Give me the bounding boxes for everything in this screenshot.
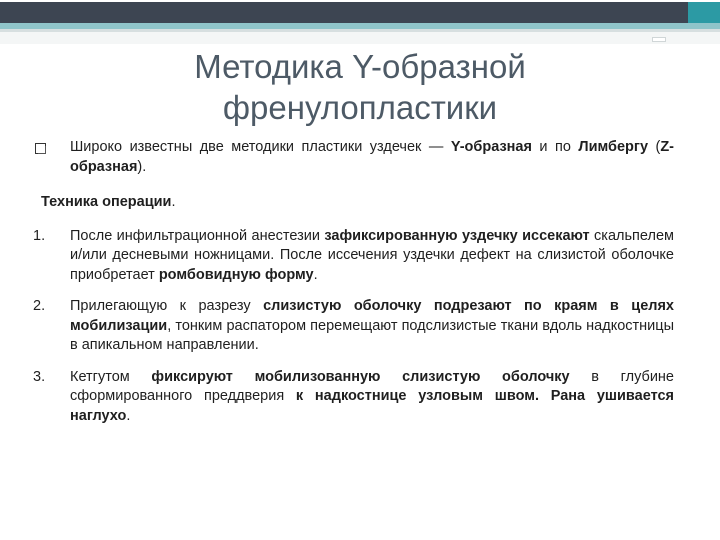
intro-text bbox=[70, 138, 674, 177]
step-text-part: скальпелем и/или десневыми ножницами. После иссечения уздечки дефект на слизистой оболочке приобретает bbox=[70, 227, 674, 283]
checkbox-bullet-icon bbox=[35, 143, 46, 154]
step-text-part: Прилегающую к разрезу bbox=[70, 298, 264, 314]
slide-title bbox=[80, 46, 640, 128]
step-bold: к надкостнице узловым швом. Рана ушивается наглухо bbox=[70, 388, 675, 424]
intro-text-part: и по bbox=[531, 139, 579, 155]
slide-title-line2: френулопластики bbox=[222, 89, 498, 126]
step-item-1 bbox=[33, 227, 674, 286]
header-marker bbox=[652, 37, 666, 42]
step-text-part: После инфильтрационной анестезии bbox=[70, 227, 325, 244]
step-text-part: , тонким распатором перемещают подслизистые ткани вдоль надкостницы в апикальном направлении. bbox=[70, 317, 674, 353]
step-bold: слизистую оболочку подрезают по краям в целях мобилизации bbox=[70, 298, 674, 334]
intro-text-part: ( bbox=[648, 139, 661, 155]
step-number: 1. bbox=[33, 227, 46, 244]
step-text-part: Кетгутом bbox=[70, 368, 152, 385]
technique-heading-bold: Техника операции bbox=[41, 194, 172, 210]
step-text bbox=[70, 297, 674, 356]
step-text-part: в глубине сформированного преддверия bbox=[70, 368, 674, 404]
step-bold: ромбовидную форму bbox=[158, 266, 314, 283]
intro-bold-limberg: Лимбергу bbox=[578, 139, 649, 155]
step-item-3 bbox=[33, 368, 674, 427]
step-item-2 bbox=[33, 297, 674, 356]
step-bold: зафиксированную уздечку иссекают bbox=[324, 227, 590, 244]
header-band bbox=[0, 0, 720, 26]
slide-title-line1: Методика Y-образной bbox=[194, 48, 526, 85]
step-text-part: . bbox=[313, 266, 318, 283]
header-dark-stripe bbox=[0, 2, 720, 23]
step-number: 3. bbox=[33, 368, 46, 385]
intro-bullet-marker bbox=[33, 138, 70, 161]
header-teal-accent bbox=[688, 2, 720, 23]
intro-bold-y: Y-образная bbox=[450, 139, 532, 155]
intro-bullet bbox=[33, 138, 674, 177]
step-bold: фиксируют мобилизованную слизистую оболочку bbox=[151, 368, 570, 385]
step-text-part: . bbox=[126, 407, 131, 424]
slide-body bbox=[33, 138, 674, 438]
step-text bbox=[70, 227, 674, 286]
step-number: 2. bbox=[33, 298, 46, 314]
step-text bbox=[70, 368, 674, 427]
technique-heading-period: . bbox=[171, 194, 176, 210]
intro-text-part: ). bbox=[137, 158, 147, 175]
intro-bold-z: Z-образная bbox=[70, 139, 675, 175]
header-light-strip bbox=[0, 32, 720, 44]
intro-text-part: Широко известны две методики пластики уздечек — bbox=[70, 139, 451, 155]
technique-heading bbox=[41, 193, 674, 213]
